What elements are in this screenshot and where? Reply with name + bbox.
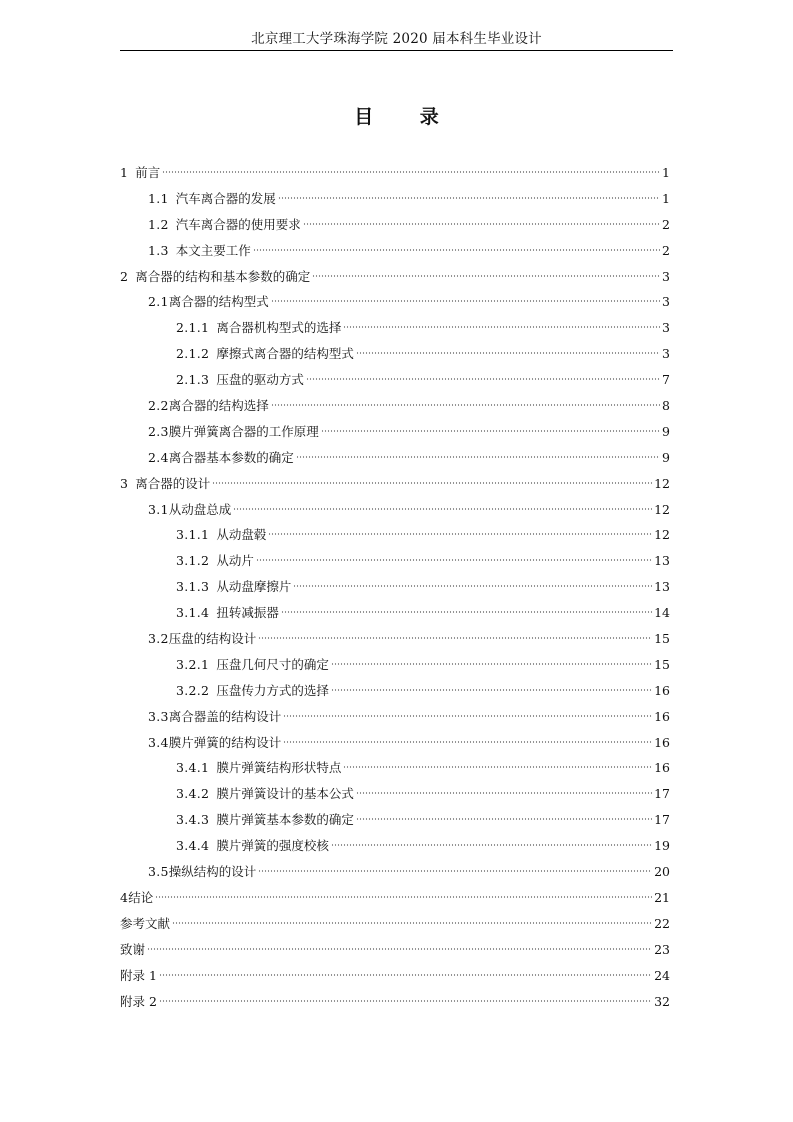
toc-entry[interactable]	[120, 807, 670, 833]
toc-entry-title: 前言	[135, 165, 161, 180]
toc-entry[interactable]	[120, 963, 670, 989]
toc-entry-number: 3.5	[148, 864, 169, 880]
toc-entry[interactable]	[120, 419, 670, 445]
toc-entry-title: 汽车离合器的使用要求	[175, 216, 301, 232]
toc-entry-page-number: 3	[662, 294, 670, 310]
page-header	[120, 30, 673, 51]
toc-entry[interactable]	[120, 367, 670, 393]
toc-entry-title: 离合器机构型式的选择	[216, 320, 342, 336]
toc-entry-number: 1.1	[148, 190, 169, 206]
toc-entry-page-number: 2	[662, 216, 670, 232]
toc-entry-number: 3.1.1	[176, 527, 210, 543]
toc-dot-leader	[147, 947, 652, 951]
toc-entry-number: 4	[120, 889, 129, 905]
toc-entry[interactable]	[120, 859, 670, 885]
toc-entry-title: 从动盘总成	[168, 501, 232, 517]
toc-entry-number: 1	[120, 165, 129, 180]
toc-entry-title: 本文主要工作	[175, 242, 251, 258]
toc-entry-page-number: 32	[654, 993, 670, 1009]
toc-dot-leader	[155, 895, 652, 899]
toc-entry-number: 1.3	[148, 242, 169, 258]
toc-entry-page-number: 13	[654, 579, 670, 595]
toc-entry-number: 3.4.2	[176, 786, 210, 802]
toc-entry-number: 3.2.2	[176, 682, 210, 698]
toc-entry-title: 附录 1	[120, 967, 157, 983]
toc-entry-page-number: 22	[654, 915, 670, 931]
toc-entry-number: 2.1.2	[176, 346, 210, 362]
toc-dot-leader	[253, 248, 660, 252]
toc-entry-title: 压盘传力方式的选择	[216, 682, 329, 698]
toc-entry-page-number: 3	[662, 268, 670, 284]
toc-entry-number: 3.2	[148, 631, 169, 647]
toc-dot-leader	[212, 481, 652, 485]
toc-dot-leader	[281, 610, 652, 614]
toc-entry-number: 3.4	[148, 734, 169, 750]
toc-entry-title: 从动盘毂	[216, 527, 267, 543]
toc-title: 目 录	[354, 106, 459, 128]
toc-entry-page-number: 15	[654, 631, 670, 647]
toc-entry[interactable]	[120, 678, 670, 704]
toc-entry-title: 膜片弹簧的结构设计	[168, 734, 282, 750]
toc-entry-page-number: 8	[662, 398, 670, 414]
toc-entry-page-number: 12	[654, 527, 670, 543]
toc-entry-page-number: 24	[654, 967, 670, 983]
toc-entry-page-number: 3	[662, 320, 670, 336]
toc-entry-title: 压盘的结构设计	[168, 631, 257, 647]
toc-entry-number: 2	[120, 268, 129, 284]
toc-entry-title: 膜片弹簧的强度校核	[216, 838, 329, 854]
toc-entry-page-number: 16	[654, 760, 670, 776]
toc-entry[interactable]	[120, 704, 670, 730]
toc-entry-page-number: 3	[662, 346, 670, 362]
toc-entry-title: 扭转减振器	[216, 605, 279, 621]
toc-entry[interactable]	[120, 730, 670, 756]
toc-entry[interactable]	[120, 497, 670, 523]
toc-entry-page-number: 20	[654, 864, 670, 880]
toc-dot-leader	[321, 429, 660, 433]
toc-entry[interactable]	[120, 781, 670, 807]
toc-entry-page-number: 7	[662, 372, 670, 388]
toc-dot-leader	[268, 532, 652, 536]
toc-dot-leader	[159, 999, 652, 1003]
toc-entry[interactable]	[120, 574, 670, 600]
toc-entry-title: 参考文献	[120, 915, 171, 931]
toc-entry-page-number: 12	[654, 475, 670, 491]
toc-entry[interactable]	[120, 626, 670, 652]
toc-entry-number: 2.1	[148, 294, 169, 310]
toc-entry-page-number: 12	[654, 501, 670, 517]
toc-entry[interactable]	[120, 755, 670, 781]
toc-dot-leader	[271, 299, 660, 303]
toc-entry-title: 离合器的结构型式	[168, 294, 269, 310]
toc-entry-title: 附录 2	[120, 993, 157, 1009]
toc-entry[interactable]	[120, 341, 670, 367]
toc-entry-number: 2.2	[148, 398, 169, 414]
toc-dot-leader	[331, 688, 652, 692]
toc-entry[interactable]	[120, 471, 670, 497]
toc-entry[interactable]	[120, 289, 670, 315]
toc-entry-title: 离合器的结构和基本参数的确定	[135, 268, 311, 284]
toc-entry-number: 3.1.2	[176, 553, 210, 569]
toc-dot-leader	[258, 869, 652, 873]
toc-dot-leader	[172, 921, 652, 925]
toc-entry-page-number: 17	[654, 786, 670, 802]
toc-entry[interactable]	[120, 522, 670, 548]
toc-entry-page-number: 16	[654, 682, 670, 698]
toc-dot-leader	[331, 662, 652, 666]
toc-entry[interactable]	[120, 315, 670, 341]
header-text: 北京理工大学珠海学院 2020 届本科生毕业设计	[251, 31, 542, 47]
toc-entry-page-number: 14	[654, 605, 670, 621]
toc-entry-number: 1.2	[148, 216, 169, 232]
toc-entry-page-number: 15	[654, 656, 670, 672]
toc-entry-title: 膜片弹簧结构形状特点	[216, 760, 342, 776]
toc-entry-number: 2.3	[148, 423, 169, 439]
toc-entry[interactable]	[120, 445, 670, 471]
toc-entry[interactable]	[120, 212, 670, 238]
toc-entry-number: 3.1.4	[176, 605, 210, 621]
toc-dot-leader	[159, 973, 652, 977]
toc-entry-title: 膜片弹簧离合器的工作原理	[168, 423, 319, 439]
toc-entry-number: 2.1.1	[176, 320, 210, 336]
toc-entry[interactable]	[120, 911, 670, 937]
toc-entry[interactable]	[120, 160, 670, 186]
toc-entry-title: 压盘的驱动方式	[216, 372, 304, 388]
toc-entry-number: 3.2.1	[176, 656, 210, 672]
toc-entry-title: 结论	[128, 889, 154, 905]
toc-entry-number: 3.3	[148, 708, 169, 724]
toc-entry[interactable]	[120, 548, 670, 574]
toc-entry-title: 压盘几何尺寸的确定	[216, 656, 329, 672]
toc-entry-title: 离合器基本参数的确定	[168, 449, 294, 465]
toc-entry[interactable]	[120, 885, 670, 911]
toc-dot-leader	[356, 791, 652, 795]
toc-entry-number: 2.4	[148, 449, 169, 465]
toc-entry[interactable]	[120, 600, 670, 626]
toc-entry-title: 从动片	[216, 553, 254, 569]
toc-dot-leader	[256, 558, 652, 562]
toc-entry-page-number: 13	[654, 553, 670, 569]
toc-dot-leader	[306, 377, 660, 381]
toc-entry-title: 操纵结构的设计	[168, 864, 257, 880]
toc-entry[interactable]	[120, 652, 670, 678]
toc-entry-title: 膜片弹簧基本参数的确定	[216, 812, 354, 828]
toc-entry-page-number: 9	[662, 423, 670, 439]
table-of-contents	[120, 160, 670, 1014]
toc-entry-number: 2.1.3	[176, 372, 210, 388]
toc-dot-leader	[278, 196, 660, 200]
toc-entry-title: 摩擦式离合器的结构型式	[216, 346, 354, 362]
toc-entry-page-number: 1	[662, 165, 670, 180]
toc-dot-leader	[296, 455, 660, 459]
toc-dot-leader	[343, 325, 660, 329]
toc-dot-leader	[283, 714, 652, 718]
toc-entry-number: 3.1.3	[176, 579, 210, 595]
toc-entry-title: 离合器盖的结构设计	[168, 708, 282, 724]
toc-entry-number: 3.4.4	[176, 838, 210, 854]
toc-entry[interactable]	[120, 833, 670, 859]
toc-dot-leader	[293, 584, 652, 588]
toc-dot-leader	[343, 765, 652, 769]
toc-entry-page-number: 17	[654, 812, 670, 828]
toc-entry-title: 汽车离合器的发展	[175, 190, 276, 206]
toc-entry-title: 从动盘摩擦片	[216, 579, 292, 595]
toc-entry-title: 致谢	[120, 941, 146, 957]
toc-entry[interactable]	[120, 989, 670, 1015]
toc-entry-title: 离合器的结构选择	[168, 398, 269, 414]
toc-entry-page-number: 1	[662, 190, 670, 206]
toc-dot-leader	[283, 740, 652, 744]
toc-entry-number: 3.4.1	[176, 760, 210, 776]
toc-entry-page-number: 2	[662, 242, 670, 258]
toc-entry[interactable]	[120, 937, 670, 963]
toc-entry-number: 3.1	[148, 501, 169, 517]
toc-entry[interactable]	[120, 393, 670, 419]
toc-entry-number: 3	[120, 475, 129, 491]
toc-entry[interactable]	[120, 264, 670, 290]
toc-entry-number: 3.4.3	[176, 812, 210, 828]
toc-entry-page-number: 23	[654, 941, 670, 957]
toc-dot-leader	[271, 403, 660, 407]
toc-entry-page-number: 9	[662, 449, 670, 465]
toc-dot-leader	[331, 843, 652, 847]
toc-entry-page-number: 19	[654, 838, 670, 854]
toc-dot-leader	[258, 636, 652, 640]
toc-dot-leader	[356, 351, 660, 355]
toc-entry-page-number: 21	[654, 889, 670, 905]
toc-entry-title: 膜片弹簧设计的基本公式	[216, 786, 354, 802]
toc-dot-leader	[162, 170, 660, 174]
toc-dot-leader	[303, 222, 660, 226]
toc-dot-leader	[356, 817, 652, 821]
toc-entry-title: 离合器的设计	[135, 475, 211, 491]
toc-dot-leader	[233, 507, 652, 511]
toc-entry[interactable]	[120, 186, 670, 212]
toc-entry-page-number: 16	[654, 734, 670, 750]
toc-entry-page-number: 16	[654, 708, 670, 724]
toc-dot-leader	[312, 274, 660, 278]
toc-entry[interactable]	[120, 238, 670, 264]
